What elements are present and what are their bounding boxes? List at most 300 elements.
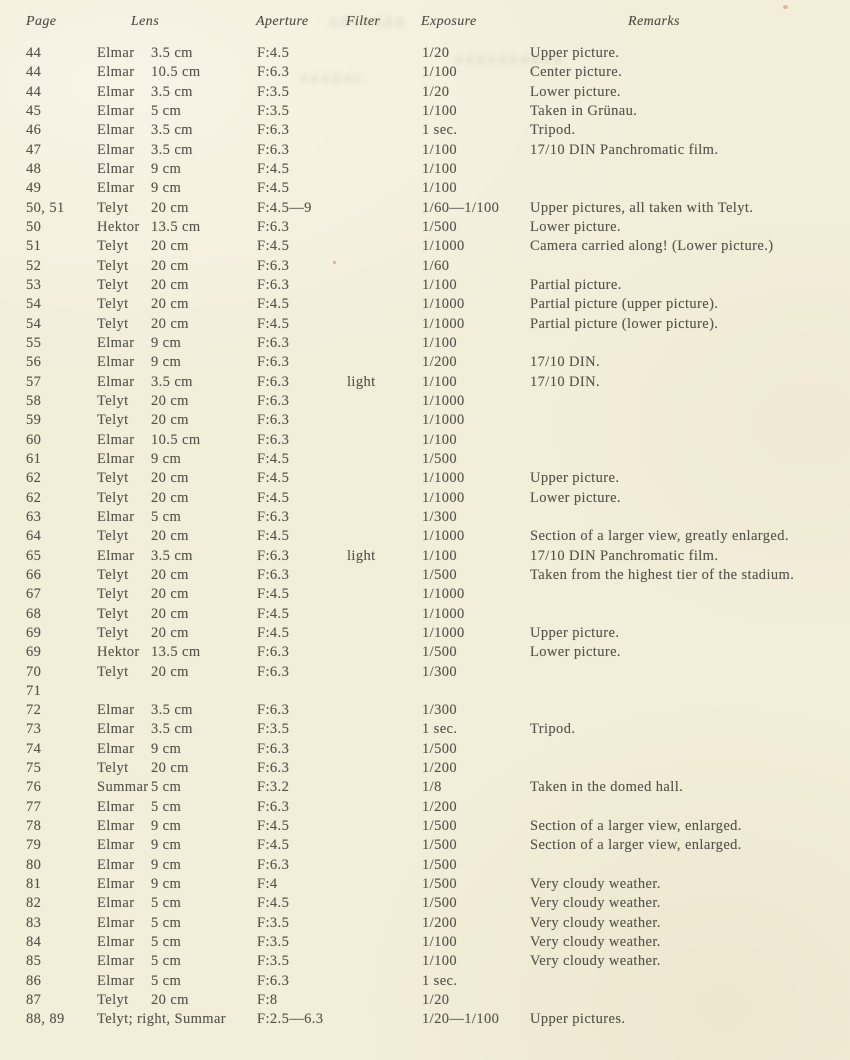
lens-size-cell: 3.5 cm xyxy=(151,702,193,719)
exposure-cell: 1/1000 xyxy=(422,489,465,506)
exposure-cell: 1/1000 xyxy=(422,528,465,545)
table-row xyxy=(0,411,850,430)
exposure-cell: 1/500 xyxy=(422,837,458,854)
table-row xyxy=(0,991,850,1010)
lens-name-cell: Elmar xyxy=(97,450,135,467)
exposure-cell: 1/1000 xyxy=(422,392,465,409)
lens-name-cell: Telyt xyxy=(97,296,129,313)
exposure-cell: 1/1000 xyxy=(422,586,465,603)
lens-size-cell: 3.5 cm xyxy=(151,721,193,738)
table-row xyxy=(0,643,850,662)
table-row xyxy=(0,295,850,314)
aperture-cell: F:4.5 xyxy=(257,528,290,545)
page-cell: 72 xyxy=(26,702,42,719)
page-cell: 79 xyxy=(26,837,42,854)
lens-name-cell: Elmar xyxy=(97,180,135,197)
remarks-cell: 17/10 DIN Panchromatic film. xyxy=(530,547,719,564)
page-cell: 64 xyxy=(26,528,42,545)
aperture-cell: F:6.3 xyxy=(257,392,290,409)
lens-name-cell: Elmar xyxy=(97,953,135,970)
lens-name-cell: Elmar xyxy=(97,818,135,835)
table-row xyxy=(0,44,850,63)
page-cell: 86 xyxy=(26,972,42,989)
page-cell: 58 xyxy=(26,392,42,409)
remarks-cell: Upper picture. xyxy=(530,45,620,61)
aperture-cell: F:8 xyxy=(257,992,278,1009)
lens-size-cell: 20 cm xyxy=(151,199,189,216)
exposure-cell: 1/300 xyxy=(422,702,458,719)
exposure-cell: 1/100 xyxy=(422,334,458,351)
table-row xyxy=(0,218,850,237)
remarks-cell: Taken from the highest tier of the stadium. xyxy=(530,566,795,583)
page-cell: 85 xyxy=(26,953,42,970)
header-exposure: Exposure xyxy=(421,14,477,29)
table-row xyxy=(0,276,850,295)
remarks-cell: Tripod. xyxy=(530,721,576,738)
aperture-cell: F:3.5 xyxy=(257,721,290,738)
lens-size-cell: 9 cm xyxy=(151,856,182,873)
exposure-cell: 1/300 xyxy=(422,663,458,680)
lens-name-cell: Elmar xyxy=(97,934,135,951)
remarks-cell: Very cloudy weather. xyxy=(530,895,661,912)
exposure-cell: 1/1000 xyxy=(422,624,465,641)
aperture-cell: F:6.3 xyxy=(257,760,290,777)
lens-name-cell: Hektor xyxy=(97,644,140,661)
page-cell: 62 xyxy=(26,489,42,506)
aperture-cell: F:2.5—6.3 xyxy=(257,1011,324,1028)
lens-size-cell: 20 cm xyxy=(151,566,189,583)
page-cell: 52 xyxy=(26,257,42,274)
remarks-cell: Partial picture. xyxy=(530,276,622,293)
lens-size-cell: 20 cm xyxy=(151,586,189,603)
table-row xyxy=(0,836,850,855)
exposure-cell: 1/500 xyxy=(422,818,458,835)
remarks-cell: Very cloudy weather. xyxy=(530,914,661,931)
lens-size-cell: 3.5 cm xyxy=(151,547,193,564)
exposure-cell: 1/500 xyxy=(422,644,458,661)
table-row xyxy=(0,431,850,450)
exposure-cell: 1/500 xyxy=(422,876,458,893)
lens-size-cell: 5 cm xyxy=(151,972,182,989)
remarks-cell: 17/10 DIN. xyxy=(530,373,601,390)
filter-cell: light xyxy=(347,373,376,390)
remarks-cell: Camera carried along! (Lower picture.) xyxy=(530,238,774,255)
aperture-cell: F:4.5 xyxy=(257,180,290,197)
lens-name-cell: Telyt xyxy=(97,489,129,506)
page-cell: 73 xyxy=(26,721,42,738)
lens-size-cell: 9 cm xyxy=(151,160,182,177)
table-row xyxy=(0,199,850,218)
table-row xyxy=(0,778,850,797)
lens-name-cell: Elmar xyxy=(97,334,135,351)
lens-size-cell: 9 cm xyxy=(151,837,182,854)
aperture-cell: F:6.3 xyxy=(257,856,290,873)
aperture-cell: F:4.5 xyxy=(257,818,290,835)
lens-size-cell: 9 cm xyxy=(151,740,182,757)
aperture-cell: F:3.5 xyxy=(257,953,290,970)
lens-size-cell: 20 cm xyxy=(151,489,189,506)
aperture-cell: F:6.3 xyxy=(257,354,290,371)
table-row xyxy=(0,894,850,913)
page-cell: 76 xyxy=(26,779,42,796)
exposure-cell: 1/500 xyxy=(422,895,458,912)
lens-name-cell: Elmar xyxy=(97,837,135,854)
lens-size-cell: 20 cm xyxy=(151,663,189,680)
table-row xyxy=(0,489,850,508)
header-aperture: Aperture xyxy=(256,14,309,29)
table-row xyxy=(0,373,850,392)
table-row xyxy=(0,856,850,875)
aperture-cell: F:6.3 xyxy=(257,141,290,158)
aperture-cell: F:3.5 xyxy=(257,102,290,119)
exposure-cell: 1/500 xyxy=(422,856,458,873)
aperture-cell: F:4.5 xyxy=(257,160,290,177)
exposure-cell: 1/60—1/100 xyxy=(422,199,500,216)
lens-name-cell: Elmar xyxy=(97,914,135,931)
exposure-cell: 1/100 xyxy=(422,180,458,197)
exposure-cell: 1 sec. xyxy=(422,721,458,738)
aperture-cell: F:6.3 xyxy=(257,64,290,81)
page-cell: 84 xyxy=(26,934,42,951)
page-cell: 53 xyxy=(26,276,42,293)
aperture-cell: F:6.3 xyxy=(257,218,290,235)
table-row xyxy=(0,121,850,140)
lens-name-cell: Elmar xyxy=(97,895,135,912)
show-through-smudge xyxy=(300,74,360,83)
lens-name-cell: Elmar xyxy=(97,798,135,815)
lens-name-cell: Telyt xyxy=(97,663,129,680)
remarks-cell: Partial picture (upper picture). xyxy=(530,296,719,313)
lens-name-cell: Elmar xyxy=(97,702,135,719)
table-row xyxy=(0,875,850,894)
exposure-cell: 1/300 xyxy=(422,508,458,525)
lens-size-cell: 3.5 cm xyxy=(151,83,193,100)
lens-size-cell: 5 cm xyxy=(151,508,182,525)
remarks-cell: Center picture. xyxy=(530,64,623,81)
lens-size-cell: 9 cm xyxy=(151,876,182,893)
aperture-cell: F:4.5 xyxy=(257,605,290,622)
lens-size-cell: 10.5 cm xyxy=(151,431,201,448)
exposure-cell: 1/500 xyxy=(422,566,458,583)
page-cell: 69 xyxy=(26,624,42,641)
aperture-cell: F:3.5 xyxy=(257,914,290,931)
table-row xyxy=(0,63,850,82)
aperture-cell: F:6.3 xyxy=(257,412,290,429)
exposure-cell: 1/1000 xyxy=(422,296,465,313)
lens-size-cell: 5 cm xyxy=(151,895,182,912)
lens-name-cell: Elmar xyxy=(97,373,135,390)
lens-name-cell: Elmar xyxy=(97,740,135,757)
table-row xyxy=(0,566,850,585)
table-row xyxy=(0,1010,850,1029)
remarks-cell: 17/10 DIN Panchromatic film. xyxy=(530,141,719,158)
remarks-cell: Taken in Grünau. xyxy=(530,102,638,119)
page-cell: 57 xyxy=(26,373,42,390)
page-cell: 61 xyxy=(26,450,42,467)
lens-name-cell: Telyt; right, Summar xyxy=(97,1011,227,1028)
page-cell: 69 xyxy=(26,644,42,661)
aperture-cell: F:4.5 xyxy=(257,45,290,61)
lens-name-cell: Elmar xyxy=(97,721,135,738)
page-cell: 67 xyxy=(26,586,42,603)
remarks-cell: Upper pictures. xyxy=(530,1011,626,1028)
remarks-cell: Lower picture. xyxy=(530,218,621,235)
table-row xyxy=(0,720,850,739)
lens-size-cell: 20 cm xyxy=(151,470,189,487)
page-cell: 81 xyxy=(26,876,42,893)
lens-name-cell: Telyt xyxy=(97,528,129,545)
lens-name-cell: Elmar xyxy=(97,431,135,448)
aperture-cell: F:6.3 xyxy=(257,122,290,139)
remarks-cell: Lower picture. xyxy=(530,489,621,506)
lens-size-cell: 9 cm xyxy=(151,354,182,371)
lens-name-cell: Elmar xyxy=(97,876,135,893)
page-cell: 48 xyxy=(26,160,42,177)
table-row xyxy=(0,624,850,643)
table-row xyxy=(0,508,850,527)
remarks-cell: Very cloudy weather. xyxy=(530,953,661,970)
page-cell: 63 xyxy=(26,508,42,525)
page-cell: 49 xyxy=(26,180,42,197)
table-header xyxy=(0,14,850,34)
exposure-cell: 1/200 xyxy=(422,914,458,931)
page-cell: 87 xyxy=(26,992,42,1009)
exposure-cell: 1/100 xyxy=(422,431,458,448)
lens-size-cell: 9 cm xyxy=(151,334,182,351)
aperture-cell: F:6.3 xyxy=(257,702,290,719)
lens-name-cell: Telyt xyxy=(97,392,129,409)
aperture-cell: F:6.3 xyxy=(257,431,290,448)
aperture-cell: F:6.3 xyxy=(257,663,290,680)
lens-name-cell: Elmar xyxy=(97,856,135,873)
aperture-cell: F:6.3 xyxy=(257,644,290,661)
table-row xyxy=(0,759,850,778)
aperture-cell: F:4.5 xyxy=(257,470,290,487)
exposure-cell: 1/20 xyxy=(422,45,450,61)
table-row xyxy=(0,257,850,276)
page-cell: 80 xyxy=(26,856,42,873)
table-row xyxy=(0,83,850,102)
exposure-cell: 1/1000 xyxy=(422,470,465,487)
lens-name-cell: Telyt xyxy=(97,315,129,332)
lens-size-cell: 5 cm xyxy=(151,914,182,931)
table-row xyxy=(0,450,850,469)
exposure-cell: 1/100 xyxy=(422,953,458,970)
aperture-cell: F:4.5 xyxy=(257,238,290,255)
lens-name-cell: Telyt xyxy=(97,760,129,777)
lens-name-cell: Elmar xyxy=(97,354,135,371)
page-cell: 65 xyxy=(26,547,42,564)
table-row xyxy=(0,952,850,971)
page-cell: 78 xyxy=(26,818,42,835)
aperture-cell: F:6.3 xyxy=(257,798,290,815)
lens-name-cell: Telyt xyxy=(97,238,129,255)
lens-name-cell: Telyt xyxy=(97,624,129,641)
header-filter: Filter xyxy=(346,14,381,29)
table-row xyxy=(0,682,850,701)
page-cell: 51 xyxy=(26,238,42,255)
exposure-cell: 1/100 xyxy=(422,373,458,390)
aperture-cell: F:4.5 xyxy=(257,895,290,912)
exposure-cell: 1/20 xyxy=(422,83,450,100)
lens-size-cell: 20 cm xyxy=(151,992,189,1009)
page-cell: 77 xyxy=(26,798,42,815)
page-cell: 45 xyxy=(26,102,42,119)
remarks-cell: Upper picture. xyxy=(530,470,620,487)
page-cell: 50 xyxy=(26,218,42,235)
exposure-cell: 1/8 xyxy=(422,779,442,796)
lens-name-cell: Telyt xyxy=(97,605,129,622)
aperture-cell: F:4.5 xyxy=(257,837,290,854)
page-cell: 44 xyxy=(26,45,42,61)
lens-size-cell: 20 cm xyxy=(151,412,189,429)
exposure-cell: 1 sec. xyxy=(422,122,458,139)
lens-name-cell: Telyt xyxy=(97,257,129,274)
page-cell: 50, 51 xyxy=(26,199,65,216)
table-row xyxy=(0,102,850,121)
table-row xyxy=(0,334,850,353)
aperture-cell: F:4.5 xyxy=(257,489,290,506)
lens-size-cell: 10.5 cm xyxy=(151,64,201,81)
table-row xyxy=(0,972,850,991)
table-row xyxy=(0,315,850,334)
lens-size-cell: 20 cm xyxy=(151,624,189,641)
page-cell: 82 xyxy=(26,895,42,912)
page-cell: 60 xyxy=(26,431,42,448)
lens-size-cell: 20 cm xyxy=(151,760,189,777)
table-row xyxy=(0,701,850,720)
table-row xyxy=(0,914,850,933)
lens-name-cell: Telyt xyxy=(97,470,129,487)
aperture-cell: F:6.3 xyxy=(257,334,290,351)
aperture-cell: F:3.2 xyxy=(257,779,290,796)
table-row xyxy=(0,160,850,179)
lens-size-cell: 20 cm xyxy=(151,296,189,313)
aperture-cell: F:6.3 xyxy=(257,257,290,274)
lens-size-cell: 5 cm xyxy=(151,798,182,815)
page-cell: 75 xyxy=(26,760,42,777)
lens-size-cell: 9 cm xyxy=(151,450,182,467)
remarks-cell: Upper pictures, all taken with Telyt. xyxy=(530,199,754,216)
lens-size-cell: 5 cm xyxy=(151,934,182,951)
table-row xyxy=(0,469,850,488)
lens-size-cell: 3.5 cm xyxy=(151,141,193,158)
exposure-cell: 1/100 xyxy=(422,64,458,81)
exposure-cell: 1/200 xyxy=(422,760,458,777)
page-cell: 55 xyxy=(26,334,42,351)
remarks-cell: Partial picture (lower picture). xyxy=(530,315,719,332)
show-through-smudge xyxy=(330,17,405,27)
exposure-cell: 1/500 xyxy=(422,218,458,235)
lens-name-cell: Elmar xyxy=(97,547,135,564)
aperture-cell: F:3.5 xyxy=(257,934,290,951)
table-row xyxy=(0,392,850,411)
exposure-cell: 1/1000 xyxy=(422,238,465,255)
lens-name-cell: Telyt xyxy=(97,992,129,1009)
page-cell: 74 xyxy=(26,740,42,757)
remarks-cell: Section of a larger view, enlarged. xyxy=(530,818,742,835)
table-row xyxy=(0,605,850,624)
page-cell: 68 xyxy=(26,605,42,622)
remarks-cell: Very cloudy weather. xyxy=(530,934,661,951)
page-cell: 88, 89 xyxy=(26,1011,65,1028)
lens-size-cell: 5 cm xyxy=(151,953,182,970)
remarks-cell: 17/10 DIN. xyxy=(530,354,601,371)
scan-speck xyxy=(333,261,336,264)
lens-name-cell: Elmar xyxy=(97,972,135,989)
lens-size-cell: 5 cm xyxy=(151,102,182,119)
lens-name-cell: Telyt xyxy=(97,412,129,429)
aperture-cell: F:4.5 xyxy=(257,315,290,332)
remarks-cell: Upper picture. xyxy=(530,624,620,641)
exposure-cell: 1/20—1/100 xyxy=(422,1011,500,1028)
page-cell: 44 xyxy=(26,83,42,100)
table-row xyxy=(0,740,850,759)
exposure-cell: 1/100 xyxy=(422,160,458,177)
remarks-cell: Lower picture. xyxy=(530,83,621,100)
lens-name-cell: Elmar xyxy=(97,102,135,119)
lens-size-cell: 3.5 cm xyxy=(151,373,193,390)
exposure-cell: 1/1000 xyxy=(422,412,465,429)
table-row xyxy=(0,141,850,160)
show-through-smudge xyxy=(455,55,565,64)
table-body xyxy=(0,44,850,1030)
lens-name-cell: Telyt xyxy=(97,276,129,293)
lens-name-cell: Elmar xyxy=(97,122,135,139)
exposure-cell: 1 sec. xyxy=(422,972,458,989)
remarks-cell: Lower picture. xyxy=(530,644,621,661)
lens-size-cell: 9 cm xyxy=(151,180,182,197)
exposure-cell: 1/20 xyxy=(422,992,450,1009)
page-cell: 54 xyxy=(26,315,42,332)
exposure-cell: 1/60 xyxy=(422,257,450,274)
exposure-cell: 1/100 xyxy=(422,276,458,293)
table-row xyxy=(0,798,850,817)
table-row xyxy=(0,663,850,682)
exposure-cell: 1/200 xyxy=(422,354,458,371)
lens-name-cell: Telyt xyxy=(97,199,129,216)
lens-name-cell: Elmar xyxy=(97,64,135,81)
exposure-cell: 1/100 xyxy=(422,934,458,951)
aperture-cell: F:6.3 xyxy=(257,276,290,293)
lens-size-cell: 20 cm xyxy=(151,528,189,545)
aperture-cell: F:6.3 xyxy=(257,508,290,525)
aperture-cell: F:4.5 xyxy=(257,624,290,641)
exposure-cell: 1/500 xyxy=(422,450,458,467)
page-cell: 59 xyxy=(26,412,42,429)
remarks-cell: Taken in the domed hall. xyxy=(530,779,684,796)
table-row xyxy=(0,353,850,372)
lens-size-cell: 13.5 cm xyxy=(151,218,201,235)
lens-name-cell: Elmar xyxy=(97,45,135,61)
exposure-cell: 1/100 xyxy=(422,547,458,564)
page-cell: 83 xyxy=(26,914,42,931)
page-cell: 62 xyxy=(26,470,42,487)
remarks-cell: Tripod. xyxy=(530,122,576,139)
page-cell: 47 xyxy=(26,141,42,158)
lens-name-cell: Elmar xyxy=(97,141,135,158)
lens-name-cell: Elmar xyxy=(97,160,135,177)
table-row xyxy=(0,585,850,604)
aperture-cell: F:4.5 xyxy=(257,586,290,603)
lens-size-cell: 5 cm xyxy=(151,779,182,796)
lens-size-cell: 3.5 cm xyxy=(151,45,193,61)
lens-size-cell: 20 cm xyxy=(151,605,189,622)
page-cell: 44 xyxy=(26,64,42,81)
aperture-cell: F:4 xyxy=(257,876,278,893)
lens-name-cell: Hektor xyxy=(97,218,140,235)
page-cell: 66 xyxy=(26,566,42,583)
